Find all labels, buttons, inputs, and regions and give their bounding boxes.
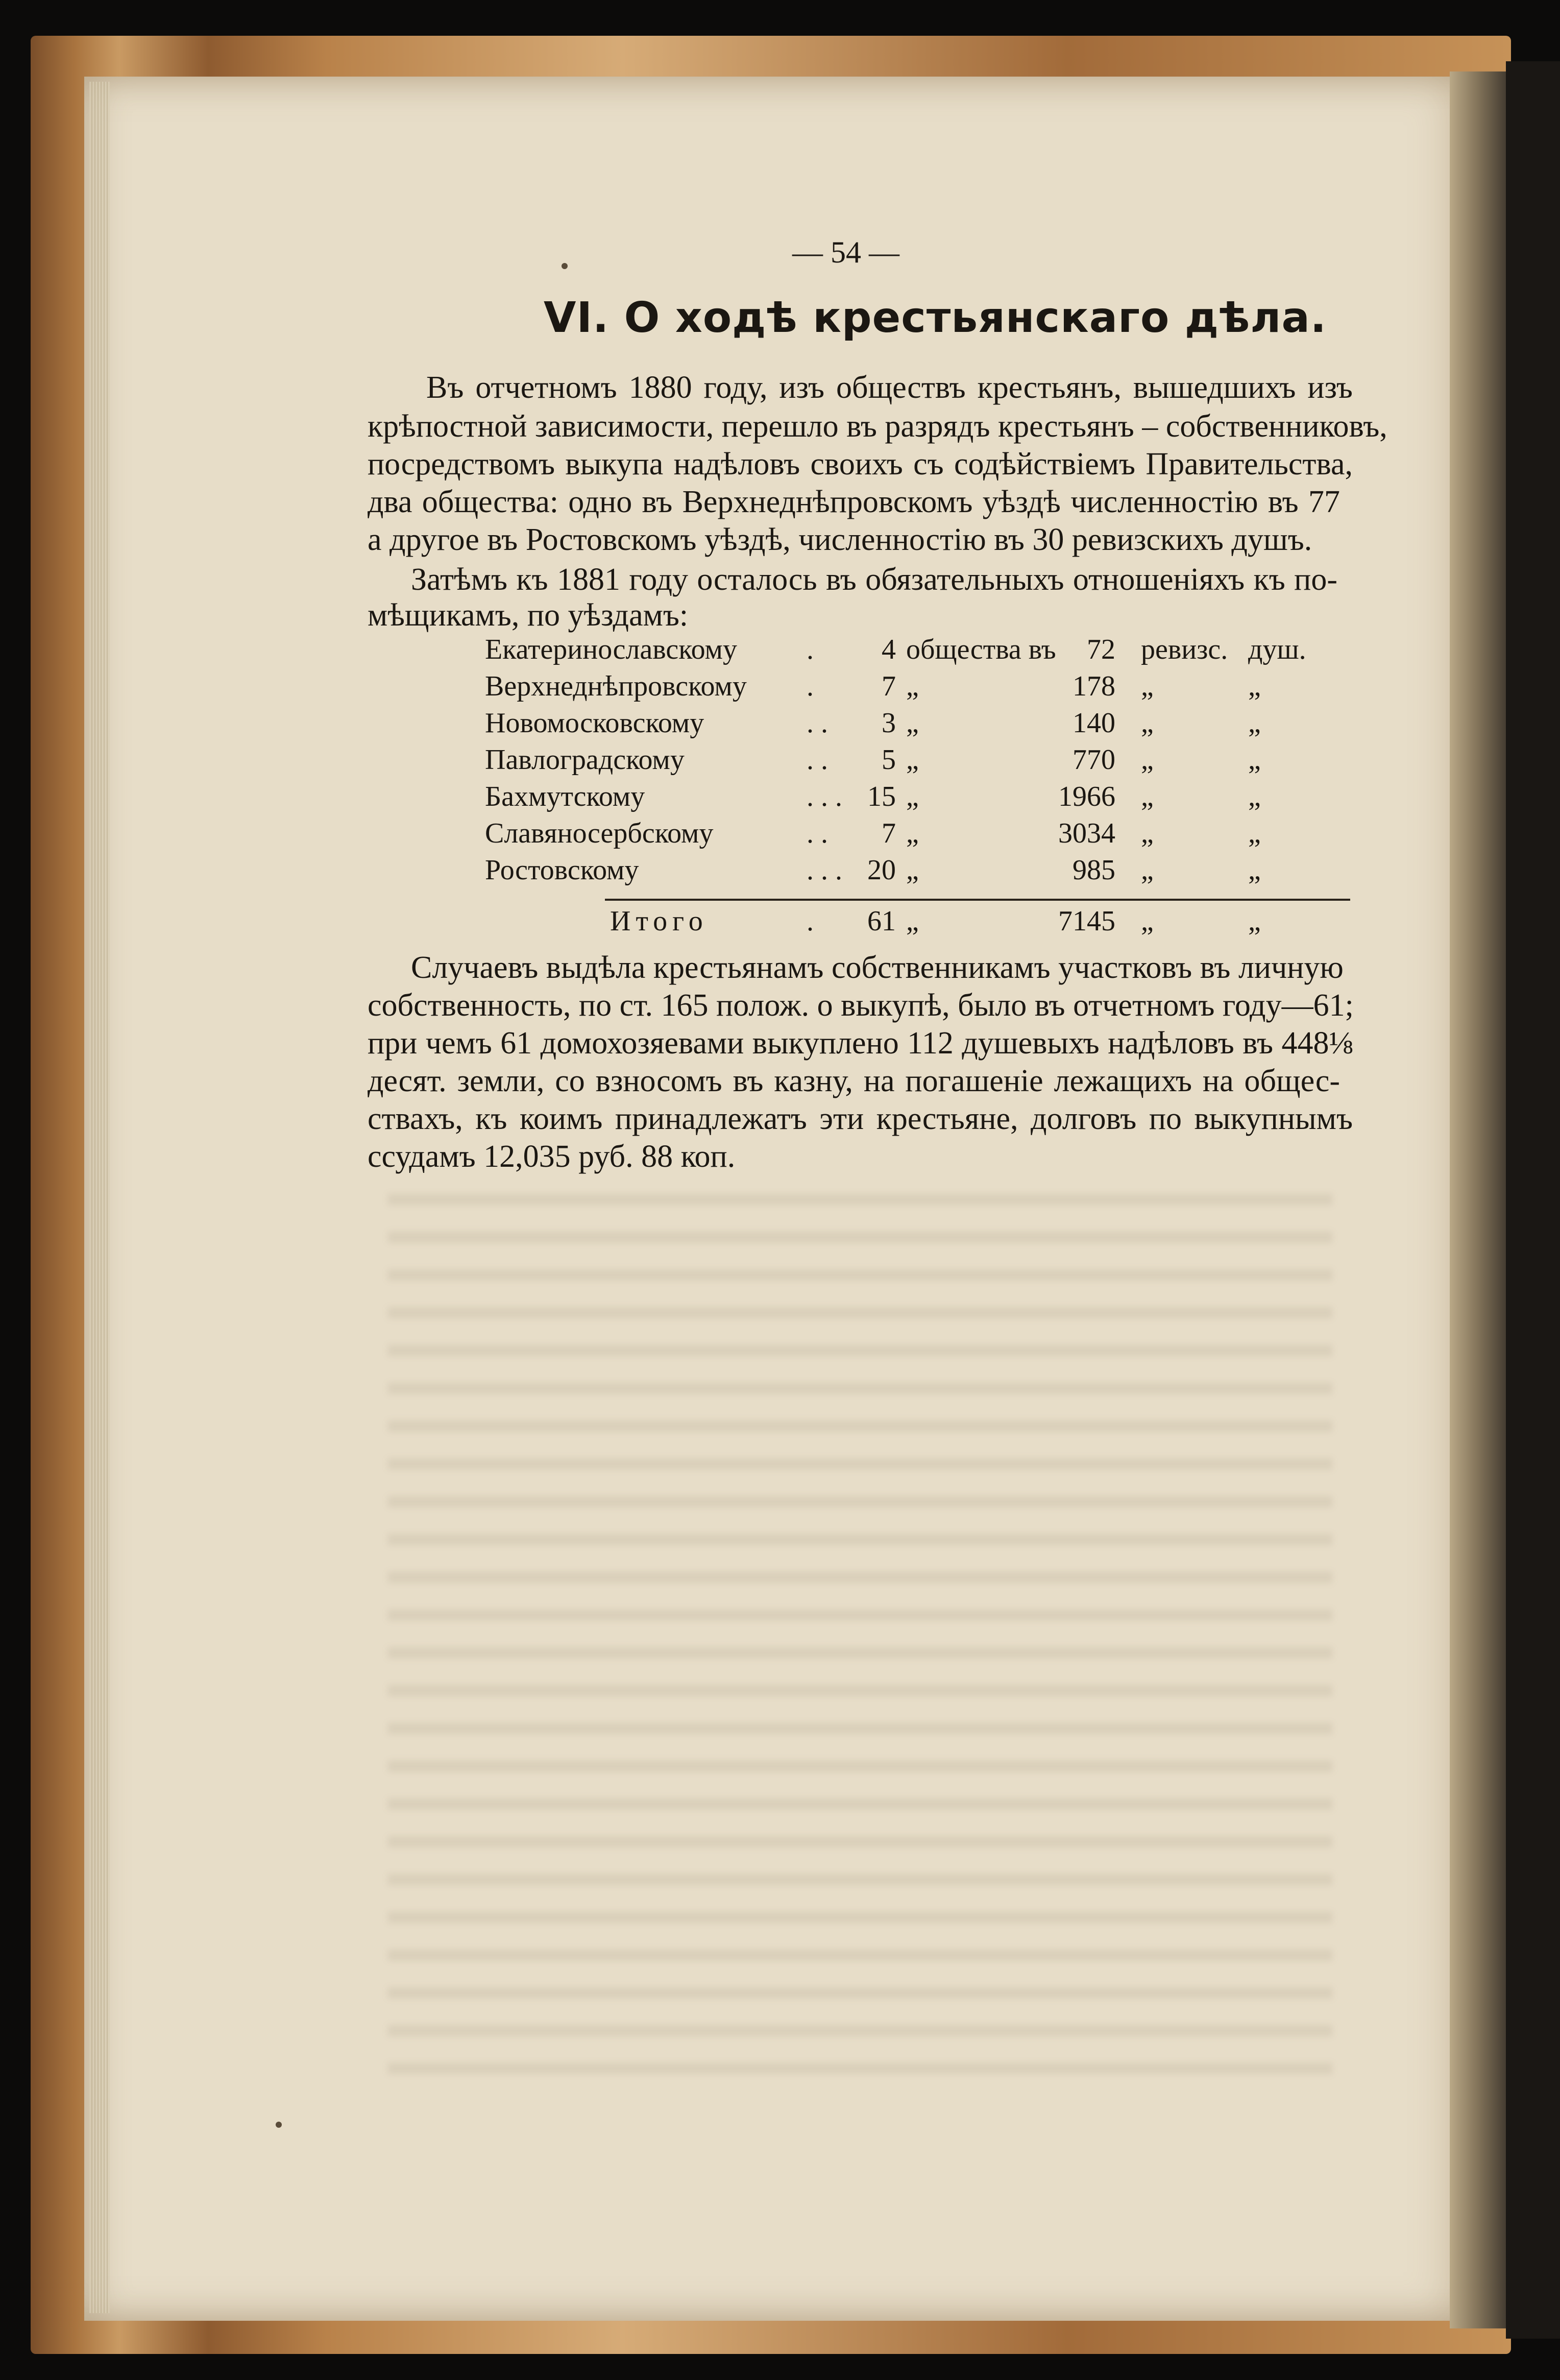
paragraph-3-line-1	[368, 949, 1344, 987]
cell-dots: . .	[807, 744, 828, 776]
cell-souls: 3034	[1058, 818, 1115, 849]
cell-souls: 985	[1072, 854, 1115, 886]
cell-unit: „	[906, 905, 919, 937]
cell-unit: общества въ	[906, 634, 1056, 665]
text-line: Затѣмъ къ 1881 году осталось въ обязательныхъ отношеніяхъ къ по-	[411, 562, 1337, 597]
cell-district: Ростовскому	[485, 854, 639, 886]
page-stack-edges	[89, 82, 110, 2313]
cell-rev: „	[1141, 670, 1154, 702]
text-line: собственность, по ст. 165 полож. о выкупѣ, было въ отчетномъ году—61;	[368, 988, 1354, 1023]
cell-district: Новомосковскому	[485, 707, 704, 739]
paragraph-3-line-5	[368, 1100, 1353, 1138]
cell-souls: 1966	[1058, 781, 1115, 812]
cell-district: Славяносербскому	[485, 818, 714, 849]
section-heading: VI. О ходѣ крестьянскаго дѣла.	[544, 294, 1327, 342]
text-line: мѣщикамъ, по уѣздамъ:	[368, 598, 689, 633]
paragraph-3-line-6	[368, 1138, 735, 1175]
cell-unit: „	[906, 707, 919, 739]
cell-rev: „	[1141, 744, 1154, 776]
cell-dots: . . .	[807, 854, 842, 886]
show-through-text	[388, 1174, 1332, 2094]
cell-rev: „	[1141, 781, 1154, 812]
cell-dots: . .	[807, 707, 828, 739]
cell-communities: 3	[882, 707, 896, 739]
text-line: при чемъ 61 домохозяевами выкуплено 112 душевыхъ надѣловъ въ 448⅛	[368, 1026, 1353, 1061]
cell-dush: „	[1248, 781, 1261, 812]
cell-district: Павлоградскому	[485, 744, 685, 776]
text-line: Въ отчетномъ 1880 году, изъ обществъ крестьянъ, вышедшихъ изъ	[426, 370, 1353, 405]
text-line: десят. земли, со взносомъ въ казну, на погашеніе лежащихъ на общес-	[368, 1064, 1340, 1098]
cell-communities: 7	[882, 670, 896, 702]
cell-rev: „	[1141, 854, 1154, 886]
cell-rev: „	[1141, 905, 1154, 937]
paragraph-1-line-1	[385, 369, 1353, 406]
cell-dush: душ.	[1248, 634, 1306, 665]
paragraph-1-line-3	[368, 445, 1353, 483]
paragraph-1-line-2	[368, 407, 1387, 445]
cell-dots: .	[807, 905, 814, 937]
cell-communities: 20	[867, 854, 896, 886]
cell-unit: „	[906, 854, 919, 886]
cell-dush: „	[1248, 744, 1261, 776]
cell-dots: .	[807, 634, 814, 665]
cell-dots: . .	[807, 818, 828, 849]
paragraph-2-line-2	[368, 596, 688, 634]
text-line: ствахъ, къ коимъ принадлежатъ эти крестьяне, долговъ по выкупнымъ	[368, 1101, 1353, 1136]
total-rule	[605, 899, 1350, 901]
text-line: Случаевъ выдѣла крестьянамъ собственникамъ участковъ въ личную	[411, 950, 1344, 985]
cell-communities: 7	[882, 818, 896, 849]
cell-dots: .	[807, 670, 814, 702]
paragraph-1-line-4	[368, 483, 1340, 521]
cell-souls: 770	[1072, 744, 1115, 776]
cell-district: Екатеринославскому	[485, 634, 737, 665]
total-label: Итого	[610, 905, 708, 937]
cell-rev: „	[1141, 707, 1154, 739]
cell-district: Верхнеднѣпровскому	[485, 670, 747, 702]
cell-dush: „	[1248, 854, 1261, 886]
cell-souls: 178	[1072, 670, 1115, 702]
text-line: посредствомъ выкупа надѣловъ своихъ съ содѣйствіемъ Правительства,	[368, 447, 1353, 482]
cell-communities: 15	[867, 781, 896, 812]
paragraph-3-line-2	[368, 987, 1353, 1024]
text-line: а другое въ Ростовскомъ уѣздѣ, численностію въ 30 ревизскихъ душъ.	[368, 522, 1312, 557]
cell-souls: 7145	[1058, 905, 1115, 937]
paragraph-2-line-1	[368, 561, 1337, 598]
text-line: крѣпостной зависимости, перешло въ разрядъ крестьянъ – собственниковъ,	[368, 409, 1387, 444]
binding-gutter	[1450, 71, 1511, 2328]
cell-communities: 4	[882, 634, 896, 665]
cell-communities: 5	[882, 744, 896, 776]
cell-dush: „	[1248, 818, 1261, 849]
cell-dush: „	[1248, 707, 1261, 739]
text-line: ссудамъ 12,035 руб. 88 коп.	[368, 1139, 736, 1174]
paper-speck	[562, 263, 568, 269]
page-number: — 54 —	[792, 235, 899, 269]
cell-rev: „	[1141, 818, 1154, 849]
cell-rev: ревизс.	[1141, 634, 1228, 665]
cell-unit: „	[906, 781, 919, 812]
text-line: два общества: одно въ Верхнеднѣпровскомъ уѣздѣ численностію въ 77	[368, 485, 1340, 519]
cell-dush: „	[1248, 670, 1261, 702]
cell-souls: 140	[1072, 707, 1115, 739]
cell-dots: . . .	[807, 781, 842, 812]
cell-dush: „	[1248, 905, 1261, 937]
cell-unit: „	[906, 744, 919, 776]
paragraph-3-line-3	[368, 1024, 1353, 1062]
paragraph-1-line-5	[368, 521, 1322, 559]
cell-communities: 61	[867, 905, 896, 937]
paragraph-3-line-4	[368, 1062, 1340, 1100]
paper-speck	[276, 2122, 282, 2128]
cell-unit: „	[906, 818, 919, 849]
adjacent-page-edge	[1506, 61, 1560, 2339]
cell-souls: 72	[1087, 634, 1115, 665]
cell-unit: „	[906, 670, 919, 702]
cell-district: Бахмутскому	[485, 781, 645, 812]
